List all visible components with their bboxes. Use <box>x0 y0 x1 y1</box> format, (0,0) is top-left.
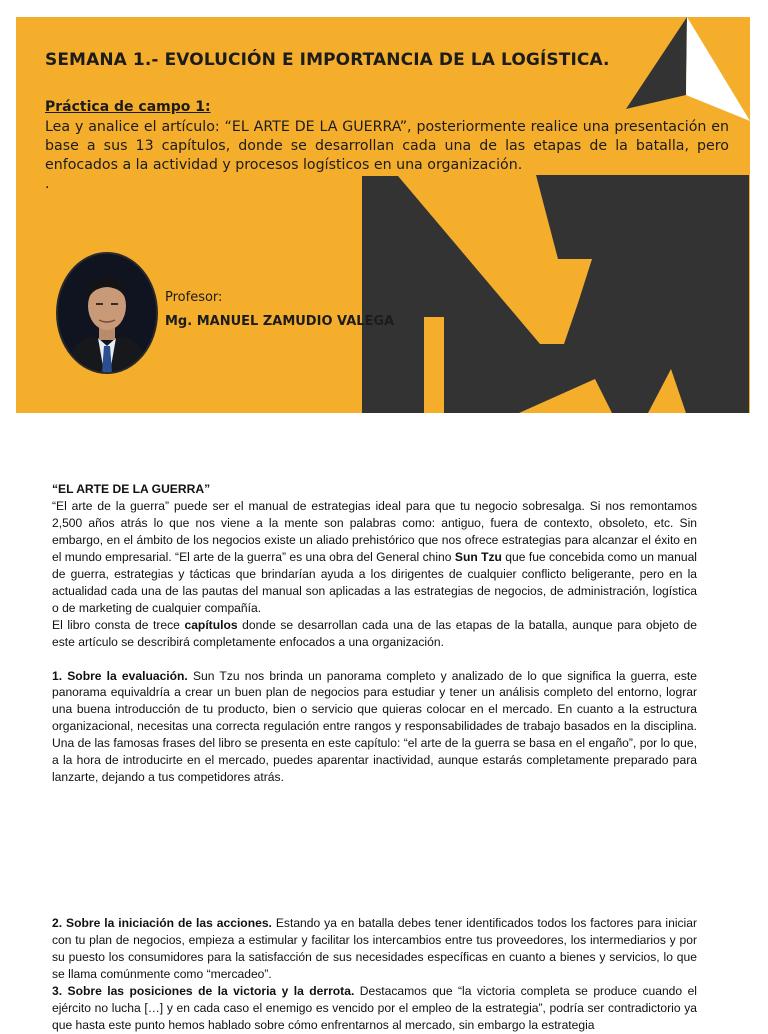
author-name: Sun Tzu <box>454 549 502 564</box>
chapters-keyword: capítulos <box>184 617 238 632</box>
logo-triangle-light <box>686 17 750 121</box>
section-3: 3. Sobre las posiciones de la victoria y la derrota. Destacamos que “la victoria completa se produce cuando el ejército no lucha […] y en cada caso el enemigo es vencido por el empleo de la estrategia”, podría ser contradictorio ya que hasta este punto hemos hablado sobre cómo enfrentarnos al mercado, sin embargo la estrategia <box>52 983 697 1032</box>
section-2: 2. Sobre la iniciación de las acciones. Estando ya en batalla debes tener identificados todos los factores para iniciar con tu plan de negocios, empieza a estimular y facilitar los intercambios entre tus proveedores, los intermediarios y por su puesto los consumidores para la satisfacción de sus necesidades específicas en cuanto a bienes y servicios, lo que se llama comúnmente como “mercadeo”. <box>52 916 697 981</box>
practice-dot: . <box>45 176 50 192</box>
professor-avatar <box>56 252 158 374</box>
logo-triangle-dark <box>626 17 687 109</box>
section-3-heading: 3. Sobre las posiciones de la victoria y la derrota. <box>52 983 355 998</box>
article-intro: “El arte de la guerra” puede ser el manual de estrategias ideal para que tu negocio sobresalga. Si nos remontamos 2,500 años atrás lo que nos viene a la mente son palabras como: antiguo, fuera de contexto, obsoleto, etc. Sin embargo, en el ámbito de los negocios existe un aliado prehistórico que nos ofrece estrategias para alcanzar el éxito en el mundo empresarial. “El arte de la guerra” es una obra del General chino Sun Tzu que fue concebida como un manual de guerra, estrategias y tácticas que brindarían ayuda a los dirigentes de cualquier conflicto beligerante, pero en la actualidad cada una de las pautas del manual son aplicadas a las estrategias de negocios, de administración, logística o de marketing de cualquier compañía. <box>52 498 697 615</box>
page-title: SEMANA 1.- EVOLUCIÓN E IMPORTANCIA DE LA LOGÍSTICA. <box>45 50 610 70</box>
professor-portrait <box>58 254 156 372</box>
section-1-heading: 1. Sobre la evaluación. <box>52 668 188 683</box>
professor-label: Profesor: <box>165 290 223 305</box>
practice-instructions: Lea y analice el artículo: “EL ARTE DE LA GUERRA”, posteriormente realice una presentación en base a sus 13 capítulos, donde se desarrollan cada una de las etapas de la batalla, pero enfocados a la actividad y procesos logísticos en una organización. <box>45 119 729 173</box>
article-intro-2: El libro consta de trece capítulos donde se desarrollan cada una de las etapas de la batalla, aunque para objeto de este artículo se describirá completamente enfocados a una organización. <box>52 617 697 649</box>
section-2-heading: 2. Sobre la iniciación de las acciones. <box>52 916 272 930</box>
logo-letter-n <box>362 175 749 413</box>
article-title: “EL ARTE DE LA GUERRA” <box>52 482 211 496</box>
professor-name: Mg. MANUEL ZAMUDIO VALEGA <box>165 314 395 329</box>
article-body-top <box>52 481 697 786</box>
practice-heading: Práctica de campo 1: <box>45 99 211 115</box>
article-body-bottom <box>52 915 697 1034</box>
section-1: 1. Sobre la evaluación. Sun Tzu nos brinda un panorama completo y analizado de lo que significa la guerra, este panorama equivaldría a crear un buen plan de negocios para estudiar y tener un análisis completo del entorno, lograr una buena introducción de tu producto, bien o servicio que quieras colocar en el mercado. En cuanto a la estructura organizacional, necesitas una correcta regulación entre rangos y responsabilidades de trabajo basados en la disciplina. Una de las famosas frases del libro se presenta en este capítulo: “el arte de la guerra se basa en el engaño”, por lo que, a la hora de introducirte en el mercado, puedes aparentar inactividad, aunque estarás completamente preparado para lanzarte, dejando a tus competidores atrás. <box>52 668 698 785</box>
header-banner <box>16 17 750 413</box>
